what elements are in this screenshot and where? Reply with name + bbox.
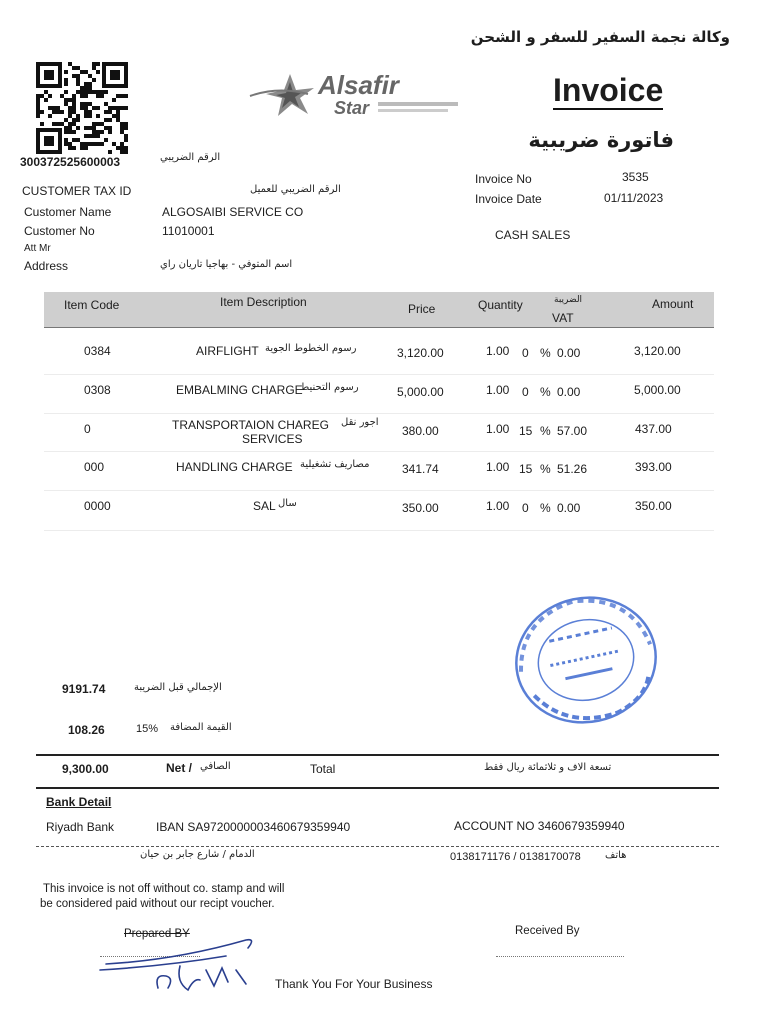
svg-text:Alsafir: Alsafir xyxy=(318,70,399,100)
table-row xyxy=(44,334,714,374)
row-amount: 393.00 xyxy=(635,460,672,474)
row-vat-rate: 15 xyxy=(519,462,533,476)
bank-rule xyxy=(36,846,719,847)
row-item-code: 0000 xyxy=(84,499,111,513)
header-quantity: Quantity xyxy=(478,298,523,312)
row-vat-rate: 15 xyxy=(519,424,533,438)
amount-in-words-arabic: تسعة الاف و ثلاثمائة ريال فقط xyxy=(484,762,612,773)
received-by-label: Received By xyxy=(515,925,580,937)
row-price: 350.00 xyxy=(402,501,439,515)
row-description-ar: سال xyxy=(278,498,297,509)
header-vat: VAT xyxy=(552,311,574,325)
customer-no-label: Customer No xyxy=(24,224,95,238)
sale-type: CASH SALES xyxy=(495,228,571,242)
row-price: 341.74 xyxy=(402,462,439,476)
row-percent-sign: % xyxy=(540,462,551,476)
note-line-1: This invoice is not off without co. stamp and will xyxy=(43,883,285,895)
row-price: 3,120.00 xyxy=(397,346,444,360)
total-label: Total xyxy=(310,762,336,776)
customer-no-value: 11010001 xyxy=(162,224,215,238)
vat-rate: 15% xyxy=(136,723,159,735)
row-divider xyxy=(44,451,714,452)
row-amount: 5,000.00 xyxy=(634,383,681,397)
invoice-date-label: Invoice Date xyxy=(475,192,542,206)
header-item-code: Item Code xyxy=(64,298,120,312)
row-item-code: 0384 xyxy=(84,344,111,358)
row-percent-sign: % xyxy=(540,346,551,360)
row-amount: 437.00 xyxy=(635,422,672,436)
qr-number: 300372525600003 xyxy=(20,155,121,169)
invoice-title: Invoice xyxy=(553,72,664,108)
row-vat-rate: 0 xyxy=(522,385,529,399)
company-stamp xyxy=(510,592,662,728)
thank-you-message: Thank You For Your Business xyxy=(275,977,433,991)
note-line-2: be considered paid without our recipt voucher. xyxy=(40,898,275,910)
tax-invoice-title-arabic: فاتورة ضريبية xyxy=(528,128,674,152)
net-label: Net / xyxy=(166,761,193,775)
row-percent-sign: % xyxy=(540,385,551,399)
total-rule-bottom xyxy=(36,787,719,789)
row-description-en: HANDLING CHARGE xyxy=(176,460,293,474)
row-vat-amount: 0.00 xyxy=(557,346,581,360)
customer-name-label: Customer Name xyxy=(24,205,112,219)
bank-name: Riyadh Bank xyxy=(46,820,115,834)
customer-tax-id-label: CUSTOMER TAX ID xyxy=(22,184,132,198)
row-item-code: 0 xyxy=(84,422,91,436)
prepared-by-label: Prepared BY xyxy=(124,928,190,940)
qr-code xyxy=(36,62,128,154)
svg-text:Star: Star xyxy=(334,98,370,118)
row-percent-sign: % xyxy=(540,501,551,515)
address-label: Address xyxy=(24,259,69,273)
row-description-en: TRANSPORTAION CHAREG xyxy=(172,418,329,432)
row-price: 380.00 xyxy=(402,424,439,438)
row-description-ar: اجور نقل xyxy=(341,417,379,428)
row-vat-rate: 0 xyxy=(522,346,529,360)
subtotal-value: 9191.74 xyxy=(62,682,106,696)
row-vat-amount: 0.00 xyxy=(557,501,581,515)
address-value: اسم المتوفي - بهاجيا تاريان راي xyxy=(160,259,293,270)
header-vat-arabic: الضريبة xyxy=(554,295,583,305)
table-row xyxy=(44,489,714,530)
phone-numbers: 0138171176 / 0138170078 xyxy=(450,851,581,863)
subtotal-label-arabic: الإجمالي قبل الضريبة xyxy=(134,682,222,693)
row-description-ar: مصاريف تشغيلية xyxy=(300,459,370,470)
phone-label-arabic: هاتف xyxy=(605,850,627,861)
tax-number-label-arabic: الرقم الضريبي xyxy=(160,152,221,163)
items-table-header xyxy=(44,292,714,328)
row-vat-amount: 0.00 xyxy=(557,385,581,399)
table-row xyxy=(44,412,714,451)
row-quantity: 1.00 xyxy=(486,422,510,436)
table-row xyxy=(44,373,714,413)
row-description-en: AIRFLIGHT xyxy=(196,344,259,358)
header-item-description: Item Description xyxy=(220,295,307,309)
received-by-line xyxy=(496,956,624,957)
header-price: Price xyxy=(408,302,436,316)
row-divider xyxy=(44,530,714,531)
net-value: 9,300.00 xyxy=(62,762,109,776)
row-description-en-line2: SERVICES xyxy=(242,432,303,446)
row-divider xyxy=(44,374,714,375)
row-description-en: EMBALMING CHARGE xyxy=(176,383,303,397)
bank-detail-title: Bank Detail xyxy=(46,795,112,809)
row-vat-amount: 57.00 xyxy=(557,424,588,438)
vat-label-arabic: القيمة المضافة xyxy=(170,722,232,733)
vat-value: 108.26 xyxy=(68,723,105,737)
total-rule-top xyxy=(36,754,719,756)
account-number: ACCOUNT NO 3460679359940 xyxy=(454,819,625,833)
invoice-no-value: 3535 xyxy=(622,170,649,184)
iban: IBAN SA9720000003460679359940 xyxy=(156,820,351,834)
row-percent-sign: % xyxy=(540,424,551,438)
row-amount: 350.00 xyxy=(635,499,672,513)
invoice-date-value: 01/11/2023 xyxy=(604,191,664,205)
net-label-arabic: الصافي xyxy=(200,761,231,772)
invoice-no-label: Invoice No xyxy=(475,172,532,186)
row-vat-amount: 51.26 xyxy=(557,462,588,476)
row-item-code: 000 xyxy=(84,460,105,474)
row-description-en: SAL xyxy=(253,499,276,513)
row-quantity: 1.00 xyxy=(486,344,510,358)
row-description-ar: رسوم الخطوط الجوية xyxy=(265,343,357,354)
signature xyxy=(96,930,266,1000)
customer-tax-number-arabic: الرقم الضريبي للعميل xyxy=(250,184,341,195)
row-quantity: 1.00 xyxy=(486,499,510,513)
header-amount: Amount xyxy=(652,297,694,311)
row-description-ar: رسوم التحنيط xyxy=(300,382,359,393)
row-divider xyxy=(44,490,714,491)
row-divider xyxy=(44,413,714,414)
row-item-code: 0308 xyxy=(84,383,111,397)
row-amount: 3,120.00 xyxy=(634,344,681,358)
company-address-arabic: الدمام / شارع جابر بن حيان xyxy=(140,849,255,860)
row-vat-rate: 0 xyxy=(522,501,529,515)
alsafir-star-logo xyxy=(248,66,466,128)
agency-name-arabic: وكالة نجمة السفير للسفر و الشحن xyxy=(470,28,730,46)
row-quantity: 1.00 xyxy=(486,383,510,397)
row-quantity: 1.00 xyxy=(486,460,510,474)
row-price: 5,000.00 xyxy=(397,385,444,399)
table-row xyxy=(44,450,714,490)
customer-name-value: ALGOSAIBI SERVICE CO xyxy=(162,205,304,219)
att-label: Att Mr xyxy=(24,243,51,254)
